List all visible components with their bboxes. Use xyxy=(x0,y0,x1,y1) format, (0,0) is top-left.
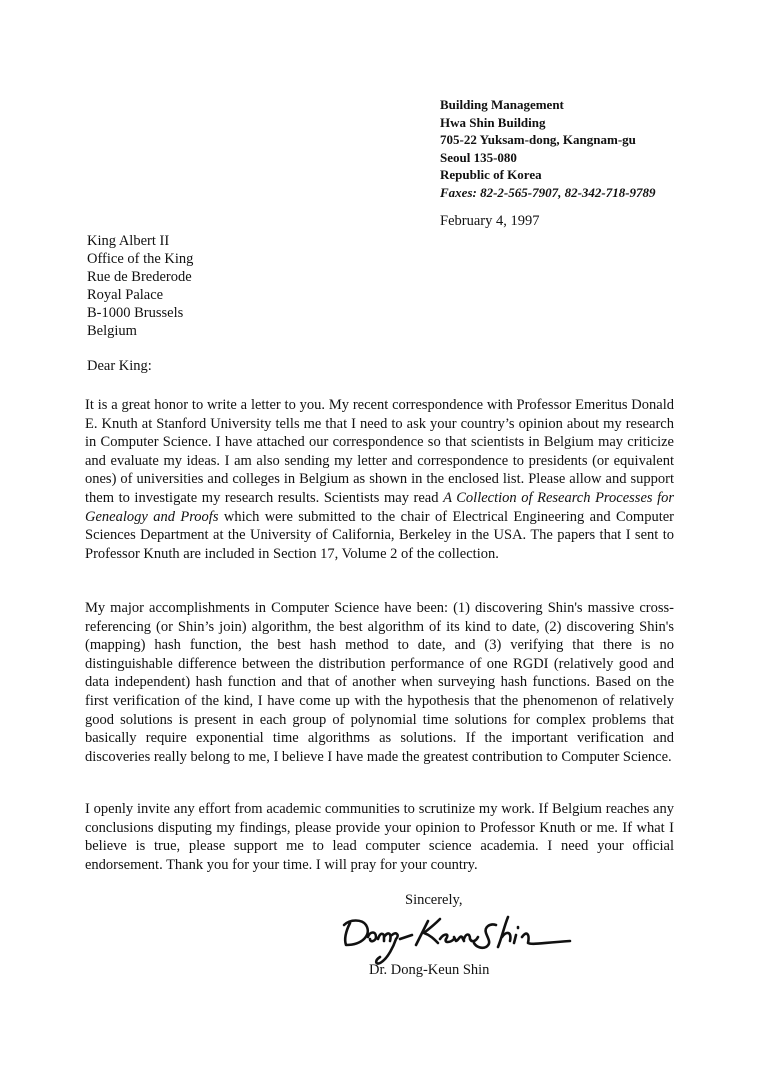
sender-line-5: Republic of Korea xyxy=(440,167,542,182)
recipient-line-2: Office of the King xyxy=(87,251,194,267)
body-paragraph-3: I openly invite any effort from academic communities to scrutinize my work. If Belgium reaches any conclusions disputing my findings, please provide your opinion to Professor Knuth or me. If what I believe is true, please support me to lead computer science academia. I need your official endorsement. Thank you for your time. I will pray for your country. xyxy=(85,801,674,873)
recipient-address-block xyxy=(87,232,193,340)
body-paragraph-1 xyxy=(85,396,674,563)
paragraph-1-text-b: which were submitted to the chair of Electrical Engineering and Computer Sciences Department at the University of California, Berkeley in the USA. The papers that I sent to Professor Knuth are included in Section 17, Volume 2 of the collection. xyxy=(85,508,674,562)
salutation: Dear King: xyxy=(87,358,152,374)
sender-line-2: Hwa Shin Building xyxy=(440,114,546,130)
body-paragraph-2: My major accomplishments in Computer Science have been: (1) discovering Shin's massive cross-referencing (or Shin’s join) algorithm, the best algorithm of its kind to date, (2) discovering Shin's (mapping) hash function, the best hash method to date, and (3) verifying that there is no distinguishable difference between the distribution performance of one RGDI (relatively good and data independent) hash function and that of another when surveying hash functions. Based on the first verification of the kind, I have come up with the hypothesis that the phenomenon of relatively good solutions is present in each group of polynomial time solutions for complex problems that basically require exponential time algorithms as solutions. If the important verification and discoveries really belong to me, I believe I have made the greatest contribution to Computer Science. xyxy=(85,600,674,765)
sender-faxes: Faxes: 82-2-565-7907, 82-342-718-9789 xyxy=(440,184,656,200)
recipient-line-6: Belgium xyxy=(87,323,137,339)
recipient-line-4: Royal Palace xyxy=(87,287,164,303)
recipient-line-1: King Albert II xyxy=(87,233,170,249)
closing: Sincerely, xyxy=(405,892,463,908)
recipient-line-5: B-1000 Brussels xyxy=(87,305,184,321)
collection-title: A Collection of Research Processes for Genealogy and Proofs xyxy=(85,489,675,525)
sender-line-1: Building Management xyxy=(440,97,564,112)
recipient-line-3: Rue de Brederode xyxy=(87,269,192,285)
sender-line-4: Seoul 135-080 xyxy=(440,149,517,165)
paragraph-1-text-a: It is a great honor to write a letter to you. My recent correspondence with Professor Emeritus Donald E. Knuth at Stanford University tells me that I need to ask your country’s opinion about my research in Computer Science. I have attached our correspondence so that scientists in Belgium may criticize and evaluate my ideas. I am also sending my letter and correspondence to presidents (or equivalent ones) of universities and colleges in Belgium as shown in the enclosed list. Please allow and support them to investigate my research results. Scientists may read xyxy=(85,397,674,506)
signer-name: Dr. Dong-Keun Shin xyxy=(369,962,490,978)
letter-date: February 4, 1997 xyxy=(440,213,540,229)
sender-address-block xyxy=(440,96,656,201)
sender-line-3: 705-22 Yuksam-dong, Kangnam-gu xyxy=(440,132,636,147)
